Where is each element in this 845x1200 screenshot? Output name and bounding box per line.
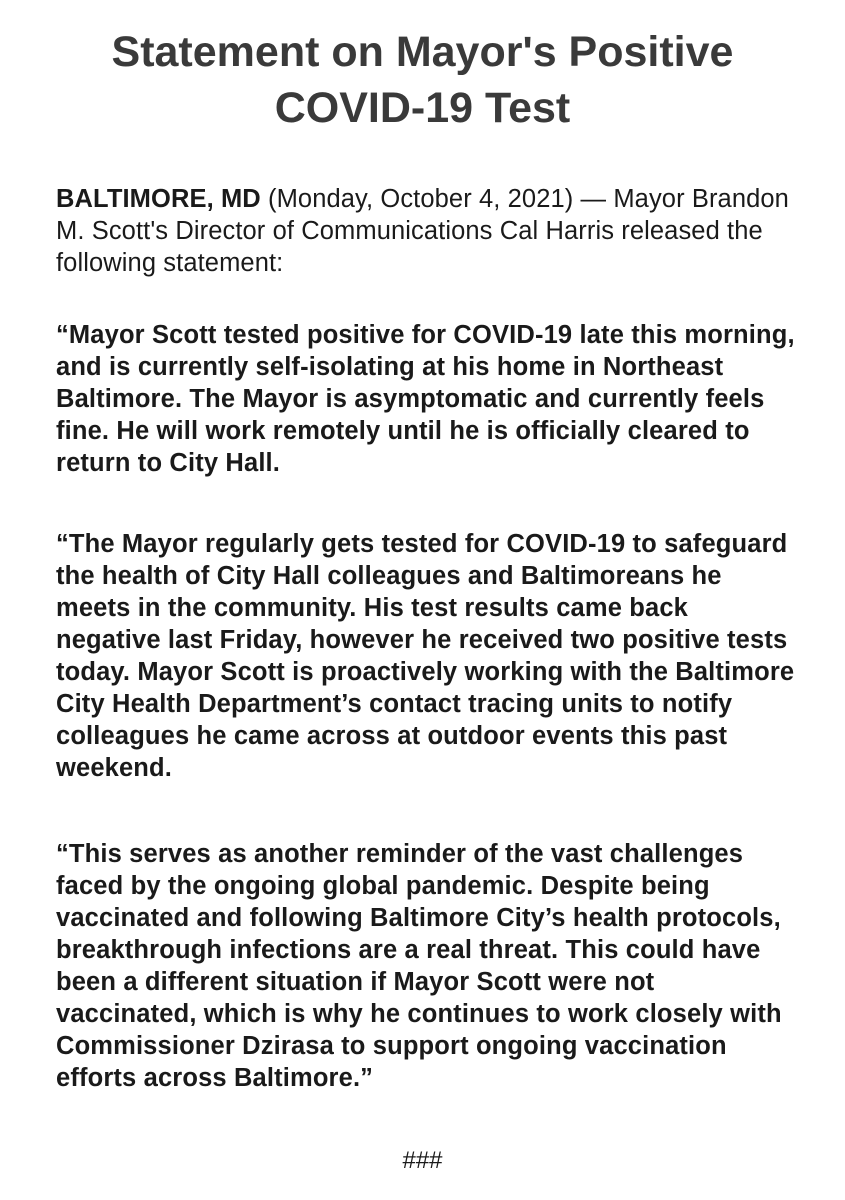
statement-paragraph-1: “Mayor Scott tested positive for COVID-19 late this morning, and is currently self-isolating at his home in Northeast Baltimore. The Mayor is asymptomatic and currently feels fine. He will work remotely until he is officially cleared to return to City Hall. bbox=[56, 321, 795, 477]
end-mark: ### bbox=[402, 1147, 443, 1174]
dateline: BALTIMORE, MD bbox=[56, 185, 261, 213]
lead-text: (Monday, October 4, 2021) — Mayor Brandon M. Scott's Director of Communications Cal Harris released the following statement: bbox=[56, 185, 789, 277]
lead-paragraph bbox=[56, 183, 796, 279]
statement-paragraph-3: “This serves as another reminder of the vast challenges faced by the ongoing global pandemic. Despite being vaccinated and following Baltimore City’s health protocols, breakthrough infections are a real threat. This could have been a different situation if Mayor Scott were not vaccinated, which is why he continues to work closely with Commissioner Dzirasa to support ongoing vaccination efforts across Baltimore.” bbox=[56, 840, 782, 1092]
page-title: Statement on Mayor's Positive COVID-19 Test bbox=[111, 28, 734, 132]
statement-paragraph-2: “The Mayor regularly gets tested for COVID-19 to safeguard the health of City Hall colleagues and Baltimoreans he meets in the community. His test results came back negative last Friday, however he received two positive tests today. Mayor Scott is proactively working with the Baltimore City Health Department’s contact tracing units to notify colleagues he came across at outdoor events this past weekend. bbox=[56, 530, 795, 782]
